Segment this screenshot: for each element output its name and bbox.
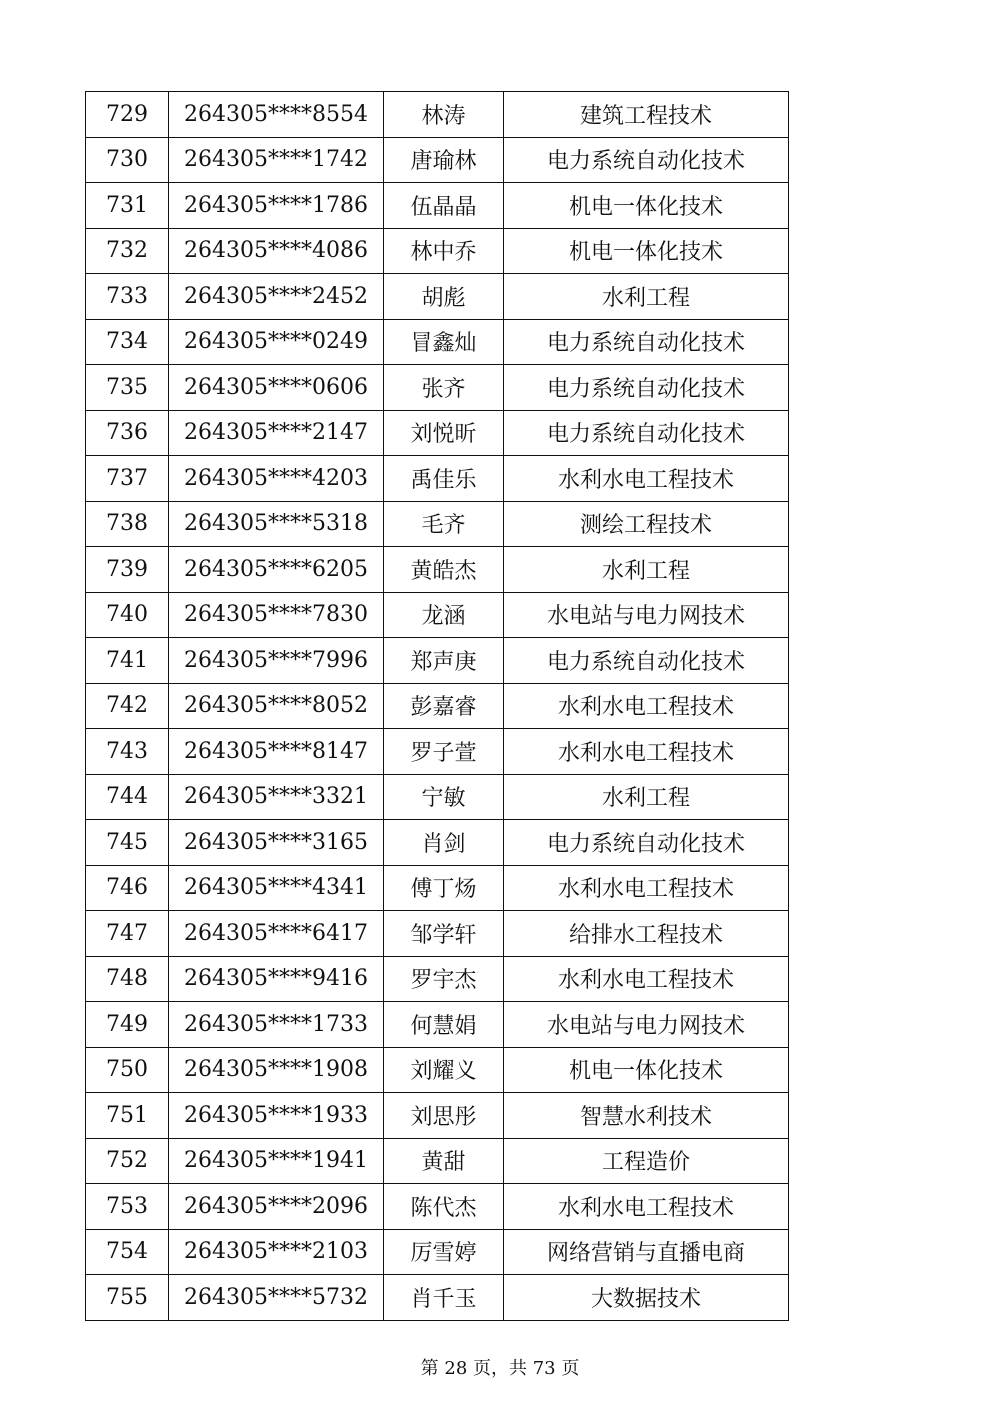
id-number-cell: 264305****3321 [169, 774, 384, 820]
row-number-cell: 731 [86, 183, 169, 229]
major-cell: 工程造价 [504, 1138, 789, 1184]
table-row [86, 683, 789, 729]
table-row [86, 456, 789, 502]
major-cell: 机电一体化技术 [504, 1047, 789, 1093]
major-cell: 水利工程 [504, 547, 789, 593]
student-name-cell: 彭嘉睿 [384, 683, 504, 729]
row-number-cell: 733 [86, 274, 169, 320]
student-name-cell: 龙涵 [384, 592, 504, 638]
id-number-cell: 264305****1786 [169, 183, 384, 229]
table-row [86, 865, 789, 911]
page-number-footer: 第 28 页，共 73 页 [420, 1358, 580, 1379]
table-row [86, 547, 789, 593]
table-row [86, 592, 789, 638]
major-cell: 水利水电工程技术 [504, 729, 789, 775]
student-name-cell: 胡彪 [384, 274, 504, 320]
major-cell: 电力系统自动化技术 [504, 137, 789, 183]
student-name-cell: 禹佳乐 [384, 456, 504, 502]
row-number-cell: 750 [86, 1047, 169, 1093]
table-row [86, 956, 789, 1002]
major-cell: 电力系统自动化技术 [504, 365, 789, 411]
student-name-cell: 肖千玉 [384, 1275, 504, 1321]
row-number-cell: 742 [86, 683, 169, 729]
row-number-cell: 749 [86, 1002, 169, 1048]
id-number-cell: 264305****1908 [169, 1047, 384, 1093]
student-name-cell: 刘思彤 [384, 1093, 504, 1139]
row-number-cell: 741 [86, 638, 169, 684]
major-cell: 水利水电工程技术 [504, 956, 789, 1002]
row-number-cell: 755 [86, 1275, 169, 1321]
student-name-cell: 邹学轩 [384, 911, 504, 957]
row-number-cell: 747 [86, 911, 169, 957]
major-cell: 大数据技术 [504, 1275, 789, 1321]
id-number-cell: 264305****1742 [169, 137, 384, 183]
row-number-cell: 744 [86, 774, 169, 820]
major-cell: 给排水工程技术 [504, 911, 789, 957]
row-number-cell: 735 [86, 365, 169, 411]
row-number-cell: 738 [86, 501, 169, 547]
student-name-cell: 唐瑜林 [384, 137, 504, 183]
id-number-cell: 264305****8554 [169, 92, 384, 138]
row-number-cell: 751 [86, 1093, 169, 1139]
id-number-cell: 264305****6205 [169, 547, 384, 593]
table-row [86, 92, 789, 138]
id-number-cell: 264305****2147 [169, 410, 384, 456]
table-row [86, 1093, 789, 1139]
student-name-cell: 陈代杰 [384, 1184, 504, 1230]
table-row [86, 911, 789, 957]
major-cell: 水利水电工程技术 [504, 865, 789, 911]
id-number-cell: 264305****1941 [169, 1138, 384, 1184]
id-number-cell: 264305****9416 [169, 956, 384, 1002]
major-cell: 机电一体化技术 [504, 228, 789, 274]
student-name-cell: 张齐 [384, 365, 504, 411]
id-number-cell: 264305****8052 [169, 683, 384, 729]
table-row [86, 137, 789, 183]
id-number-cell: 264305****2452 [169, 274, 384, 320]
id-number-cell: 264305****5732 [169, 1275, 384, 1321]
student-name-cell: 刘悦昕 [384, 410, 504, 456]
major-cell: 网络营销与直播电商 [504, 1229, 789, 1275]
table-row [86, 501, 789, 547]
student-name-cell: 黄皓杰 [384, 547, 504, 593]
row-number-cell: 754 [86, 1229, 169, 1275]
id-number-cell: 264305****4203 [169, 456, 384, 502]
major-cell: 建筑工程技术 [504, 92, 789, 138]
major-cell: 电力系统自动化技术 [504, 638, 789, 684]
table-row [86, 228, 789, 274]
row-number-cell: 752 [86, 1138, 169, 1184]
table-row [86, 1229, 789, 1275]
table-row [86, 729, 789, 775]
table-row [86, 1138, 789, 1184]
table-row [86, 274, 789, 320]
id-number-cell: 264305****6417 [169, 911, 384, 957]
major-cell: 水利工程 [504, 774, 789, 820]
row-number-cell: 743 [86, 729, 169, 775]
student-name-cell: 林中乔 [384, 228, 504, 274]
row-number-cell: 748 [86, 956, 169, 1002]
table-row [86, 365, 789, 411]
table-row [86, 1184, 789, 1230]
student-name-cell: 厉雪婷 [384, 1229, 504, 1275]
table-row [86, 410, 789, 456]
id-number-cell: 264305****4341 [169, 865, 384, 911]
table-row [86, 1047, 789, 1093]
id-number-cell: 264305****7830 [169, 592, 384, 638]
row-number-cell: 746 [86, 865, 169, 911]
major-cell: 水电站与电力网技术 [504, 592, 789, 638]
major-cell: 水利水电工程技术 [504, 456, 789, 502]
id-number-cell: 264305****1933 [169, 1093, 384, 1139]
major-cell: 水利工程 [504, 274, 789, 320]
table-row [86, 774, 789, 820]
table-row [86, 319, 789, 365]
table-row [86, 638, 789, 684]
student-name-cell: 罗宇杰 [384, 956, 504, 1002]
major-cell: 电力系统自动化技术 [504, 410, 789, 456]
table-row [86, 183, 789, 229]
student-name-cell: 罗子萱 [384, 729, 504, 775]
student-name-cell: 毛齐 [384, 501, 504, 547]
student-name-cell: 冒鑫灿 [384, 319, 504, 365]
table-row [86, 1002, 789, 1048]
major-cell: 水利水电工程技术 [504, 1184, 789, 1230]
student-name-cell: 黄甜 [384, 1138, 504, 1184]
id-number-cell: 264305****2096 [169, 1184, 384, 1230]
student-name-cell: 林涛 [384, 92, 504, 138]
student-name-cell: 肖剑 [384, 820, 504, 866]
id-number-cell: 264305****4086 [169, 228, 384, 274]
major-cell: 机电一体化技术 [504, 183, 789, 229]
row-number-cell: 739 [86, 547, 169, 593]
major-cell: 智慧水利技术 [504, 1093, 789, 1139]
student-name-cell: 宁敏 [384, 774, 504, 820]
id-number-cell: 264305****3165 [169, 820, 384, 866]
row-number-cell: 732 [86, 228, 169, 274]
roster-table-body [86, 92, 789, 1321]
student-name-cell: 刘耀义 [384, 1047, 504, 1093]
row-number-cell: 740 [86, 592, 169, 638]
student-name-cell: 何慧娟 [384, 1002, 504, 1048]
table-row [86, 1275, 789, 1321]
row-number-cell: 729 [86, 92, 169, 138]
row-number-cell: 737 [86, 456, 169, 502]
student-name-cell: 伍晶晶 [384, 183, 504, 229]
id-number-cell: 264305****5318 [169, 501, 384, 547]
major-cell: 电力系统自动化技术 [504, 820, 789, 866]
row-number-cell: 736 [86, 410, 169, 456]
row-number-cell: 730 [86, 137, 169, 183]
row-number-cell: 745 [86, 820, 169, 866]
id-number-cell: 264305****2103 [169, 1229, 384, 1275]
major-cell: 水电站与电力网技术 [504, 1002, 789, 1048]
student-roster-table [85, 91, 789, 1321]
row-number-cell: 753 [86, 1184, 169, 1230]
major-cell: 测绘工程技术 [504, 501, 789, 547]
student-name-cell: 郑声庚 [384, 638, 504, 684]
table-row [86, 820, 789, 866]
id-number-cell: 264305****8147 [169, 729, 384, 775]
id-number-cell: 264305****0606 [169, 365, 384, 411]
major-cell: 水利水电工程技术 [504, 683, 789, 729]
id-number-cell: 264305****7996 [169, 638, 384, 684]
row-number-cell: 734 [86, 319, 169, 365]
student-name-cell: 傅丁炀 [384, 865, 504, 911]
id-number-cell: 264305****1733 [169, 1002, 384, 1048]
major-cell: 电力系统自动化技术 [504, 319, 789, 365]
id-number-cell: 264305****0249 [169, 319, 384, 365]
